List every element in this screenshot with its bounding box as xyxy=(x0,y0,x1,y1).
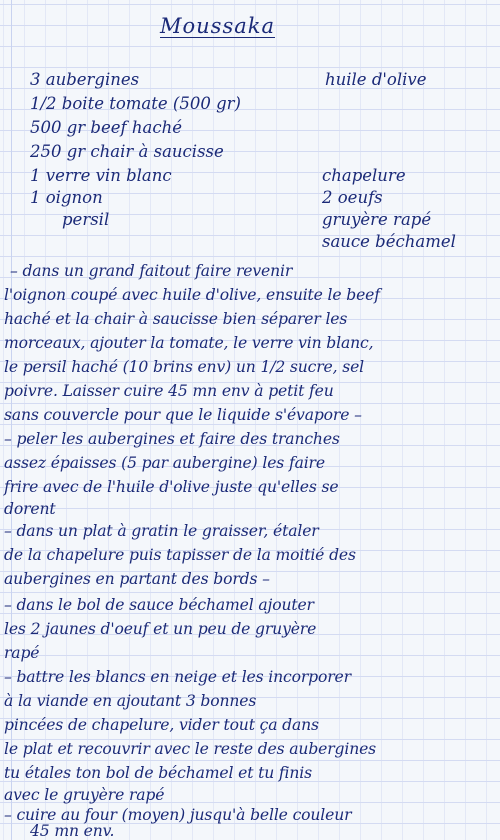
ingredient-aubergines: 3 aubergines xyxy=(30,70,140,89)
instruction-line: le persil haché (10 brins env) un 1/2 sucre, sel xyxy=(4,358,364,376)
instruction-line: rapé xyxy=(4,644,40,662)
instruction-line: les 2 jaunes d'oeuf et un peu de gruyère xyxy=(4,620,317,638)
instruction-line: tu étales ton bol de béchamel et tu finis xyxy=(4,764,312,782)
instruction-line: 45 mn env. xyxy=(30,822,115,840)
ingredient-eggs: 2 oeufs xyxy=(322,188,383,207)
instruction-line: – battre les blancs en neige et les incorporer xyxy=(4,668,351,686)
instruction-line: avec le gruyère rapé xyxy=(4,786,165,804)
ingredient-parsley: persil xyxy=(62,210,110,229)
instruction-line: de la chapelure puis tapisser de la moitié des xyxy=(4,546,356,564)
ingredient-sausage-meat: 250 gr chair à saucisse xyxy=(30,142,224,161)
ingredient-grated-gruyere: gruyère rapé xyxy=(322,210,432,229)
instruction-line: pincées de chapelure, vider tout ça dans xyxy=(4,716,319,734)
instruction-line: l'oignon coupé avec huile d'olive, ensuite le beef xyxy=(4,286,380,304)
instruction-line: aubergines en partant des bords – xyxy=(4,570,270,588)
ingredient-olive-oil: huile d'olive xyxy=(325,70,427,89)
ingredient-beef: 500 gr beef haché xyxy=(30,118,182,137)
recipe-title: Moussaka xyxy=(160,14,275,38)
ingredient-bechamel: sauce béchamel xyxy=(322,232,456,251)
instruction-line: – dans un plat à gratin le graisser, étaler xyxy=(4,522,319,540)
ingredient-breadcrumbs: chapelure xyxy=(322,166,406,185)
instruction-line: le plat et recouvrir avec le reste des aubergines xyxy=(4,740,377,758)
instruction-line: sans couvercle pour que le liquide s'évapore – xyxy=(4,406,362,424)
instruction-line: morceaux, ajouter la tomate, le verre vin blanc, xyxy=(4,334,374,352)
instruction-line: – dans le bol de sauce béchamel ajouter xyxy=(4,596,314,614)
ingredient-white-wine: 1 verre vin blanc xyxy=(30,166,172,185)
instruction-line: poivre. Laisser cuire 45 mn env à petit feu xyxy=(4,382,334,400)
instruction-line: assez épaisses (5 par aubergine) les faire xyxy=(4,454,325,472)
instruction-line: haché et la chair à saucisse bien séparer les xyxy=(4,310,348,328)
instruction-line: – cuire au four (moyen) jusqu'à belle couleur xyxy=(4,806,352,824)
instruction-line: – peler les aubergines et faire des tranches xyxy=(4,430,340,448)
instruction-line: – dans un grand faitout faire revenir xyxy=(10,262,293,280)
instruction-line: à la viande en ajoutant 3 bonnes xyxy=(4,692,257,710)
ingredient-onion: 1 oignon xyxy=(30,188,103,207)
ingredient-tomato: 1/2 boite tomate (500 gr) xyxy=(30,94,241,113)
instruction-line: dorent xyxy=(4,500,56,518)
instruction-line: frire avec de l'huile d'olive juste qu'elles se xyxy=(4,478,339,496)
